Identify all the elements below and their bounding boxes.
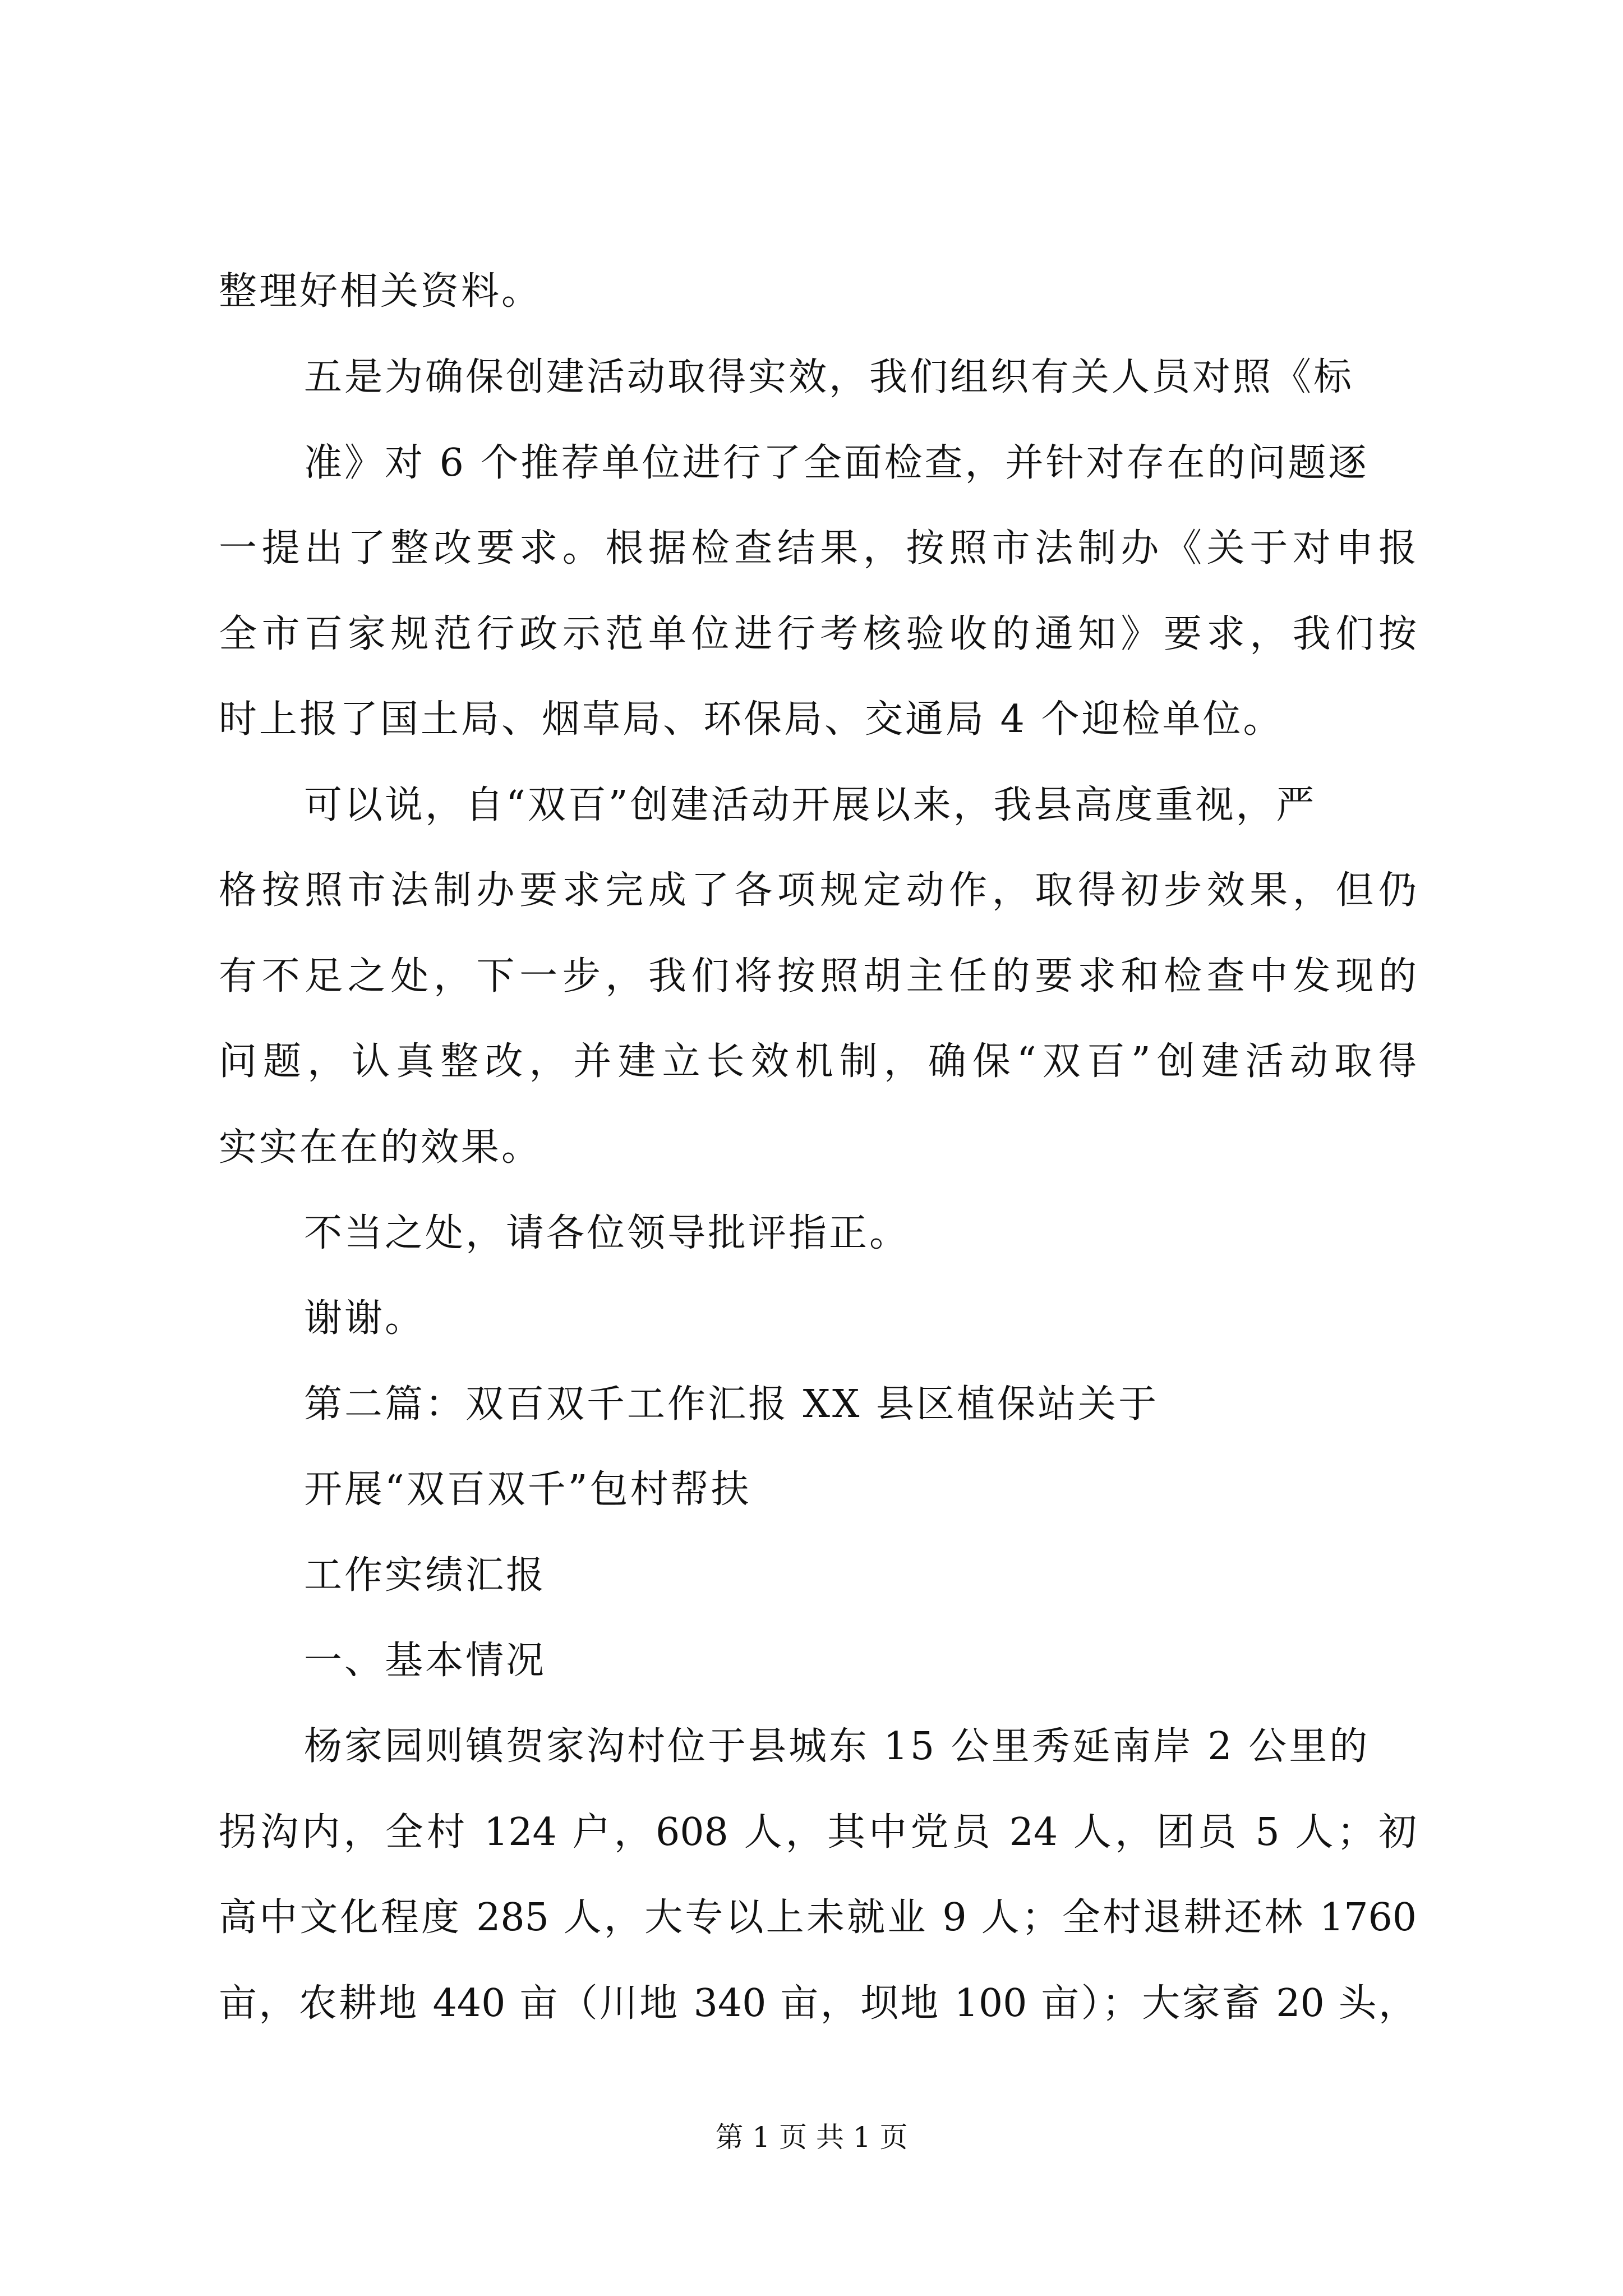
text-line-19: 拐沟内，全村 124 户，608 人，其中党员 24 人，团员 5 人；初 <box>219 1810 1417 1855</box>
text-line-16: 工作实绩汇报 <box>304 1553 547 1598</box>
text-line-4: 一提出了整改要求。根据检查结果，按照市法制办《关于对申报 <box>219 526 1417 570</box>
text-line-20: 高中文化程度 285 人，大专以上未就业 9 人；全村退耕还林 1760 <box>219 1895 1417 1940</box>
text-line-11: 实实在在的效果。 <box>219 1125 542 1170</box>
text-line-9: 有不足之处，下一步，我们将按照胡主任的要求和检查中发现的 <box>219 954 1417 999</box>
text-line-10: 问题，认真整改，并建立长效机制，确保“双百”创建活动取得 <box>219 1039 1417 1084</box>
text-line-6: 时上报了国土局、烟草局、环保局、交通局 4 个迎检单位。 <box>219 697 1284 742</box>
text-line-2: 五是为确保创建活动取得实效，我们组织有关人员对照《标 <box>304 355 1354 399</box>
text-line-3: 准》对 6 个推荐单位进行了全面检查，并针对存在的问题逐 <box>304 441 1369 485</box>
page-number-footer: 第 1 页 共 1 页 <box>715 2121 908 2154</box>
text-line-7: 可以说，自“双百”创建活动开展以来，我县高度重视，严 <box>304 783 1317 827</box>
text-line-13: 谢谢。 <box>304 1296 426 1341</box>
text-line-12: 不当之处，请各位领导批评指正。 <box>304 1211 910 1255</box>
text-line-17: 一、基本情况 <box>304 1639 547 1683</box>
text-line-1: 整理好相关资料。 <box>219 269 542 314</box>
text-line-5: 全市百家规范行政示范单位进行考核验收的通知》要求，我们按 <box>219 612 1417 656</box>
text-line-21: 亩，农耕地 440 亩（川地 340 亩，坝地 100 亩）；大家畜 20 头， <box>219 1981 1417 2026</box>
text-line-8: 格按照市法制办要求完成了各项规定动作，取得初步效果，但仍 <box>219 868 1417 913</box>
text-line-14: 第二篇：双百双千工作汇报 XX 县区植保站关于 <box>304 1382 1159 1427</box>
text-line-15: 开展“双百双千”包村帮扶 <box>304 1467 751 1512</box>
text-line-18: 杨家园则镇贺家沟村位于县城东 15 公里秀延南岸 2 公里的 <box>304 1724 1370 1769</box>
